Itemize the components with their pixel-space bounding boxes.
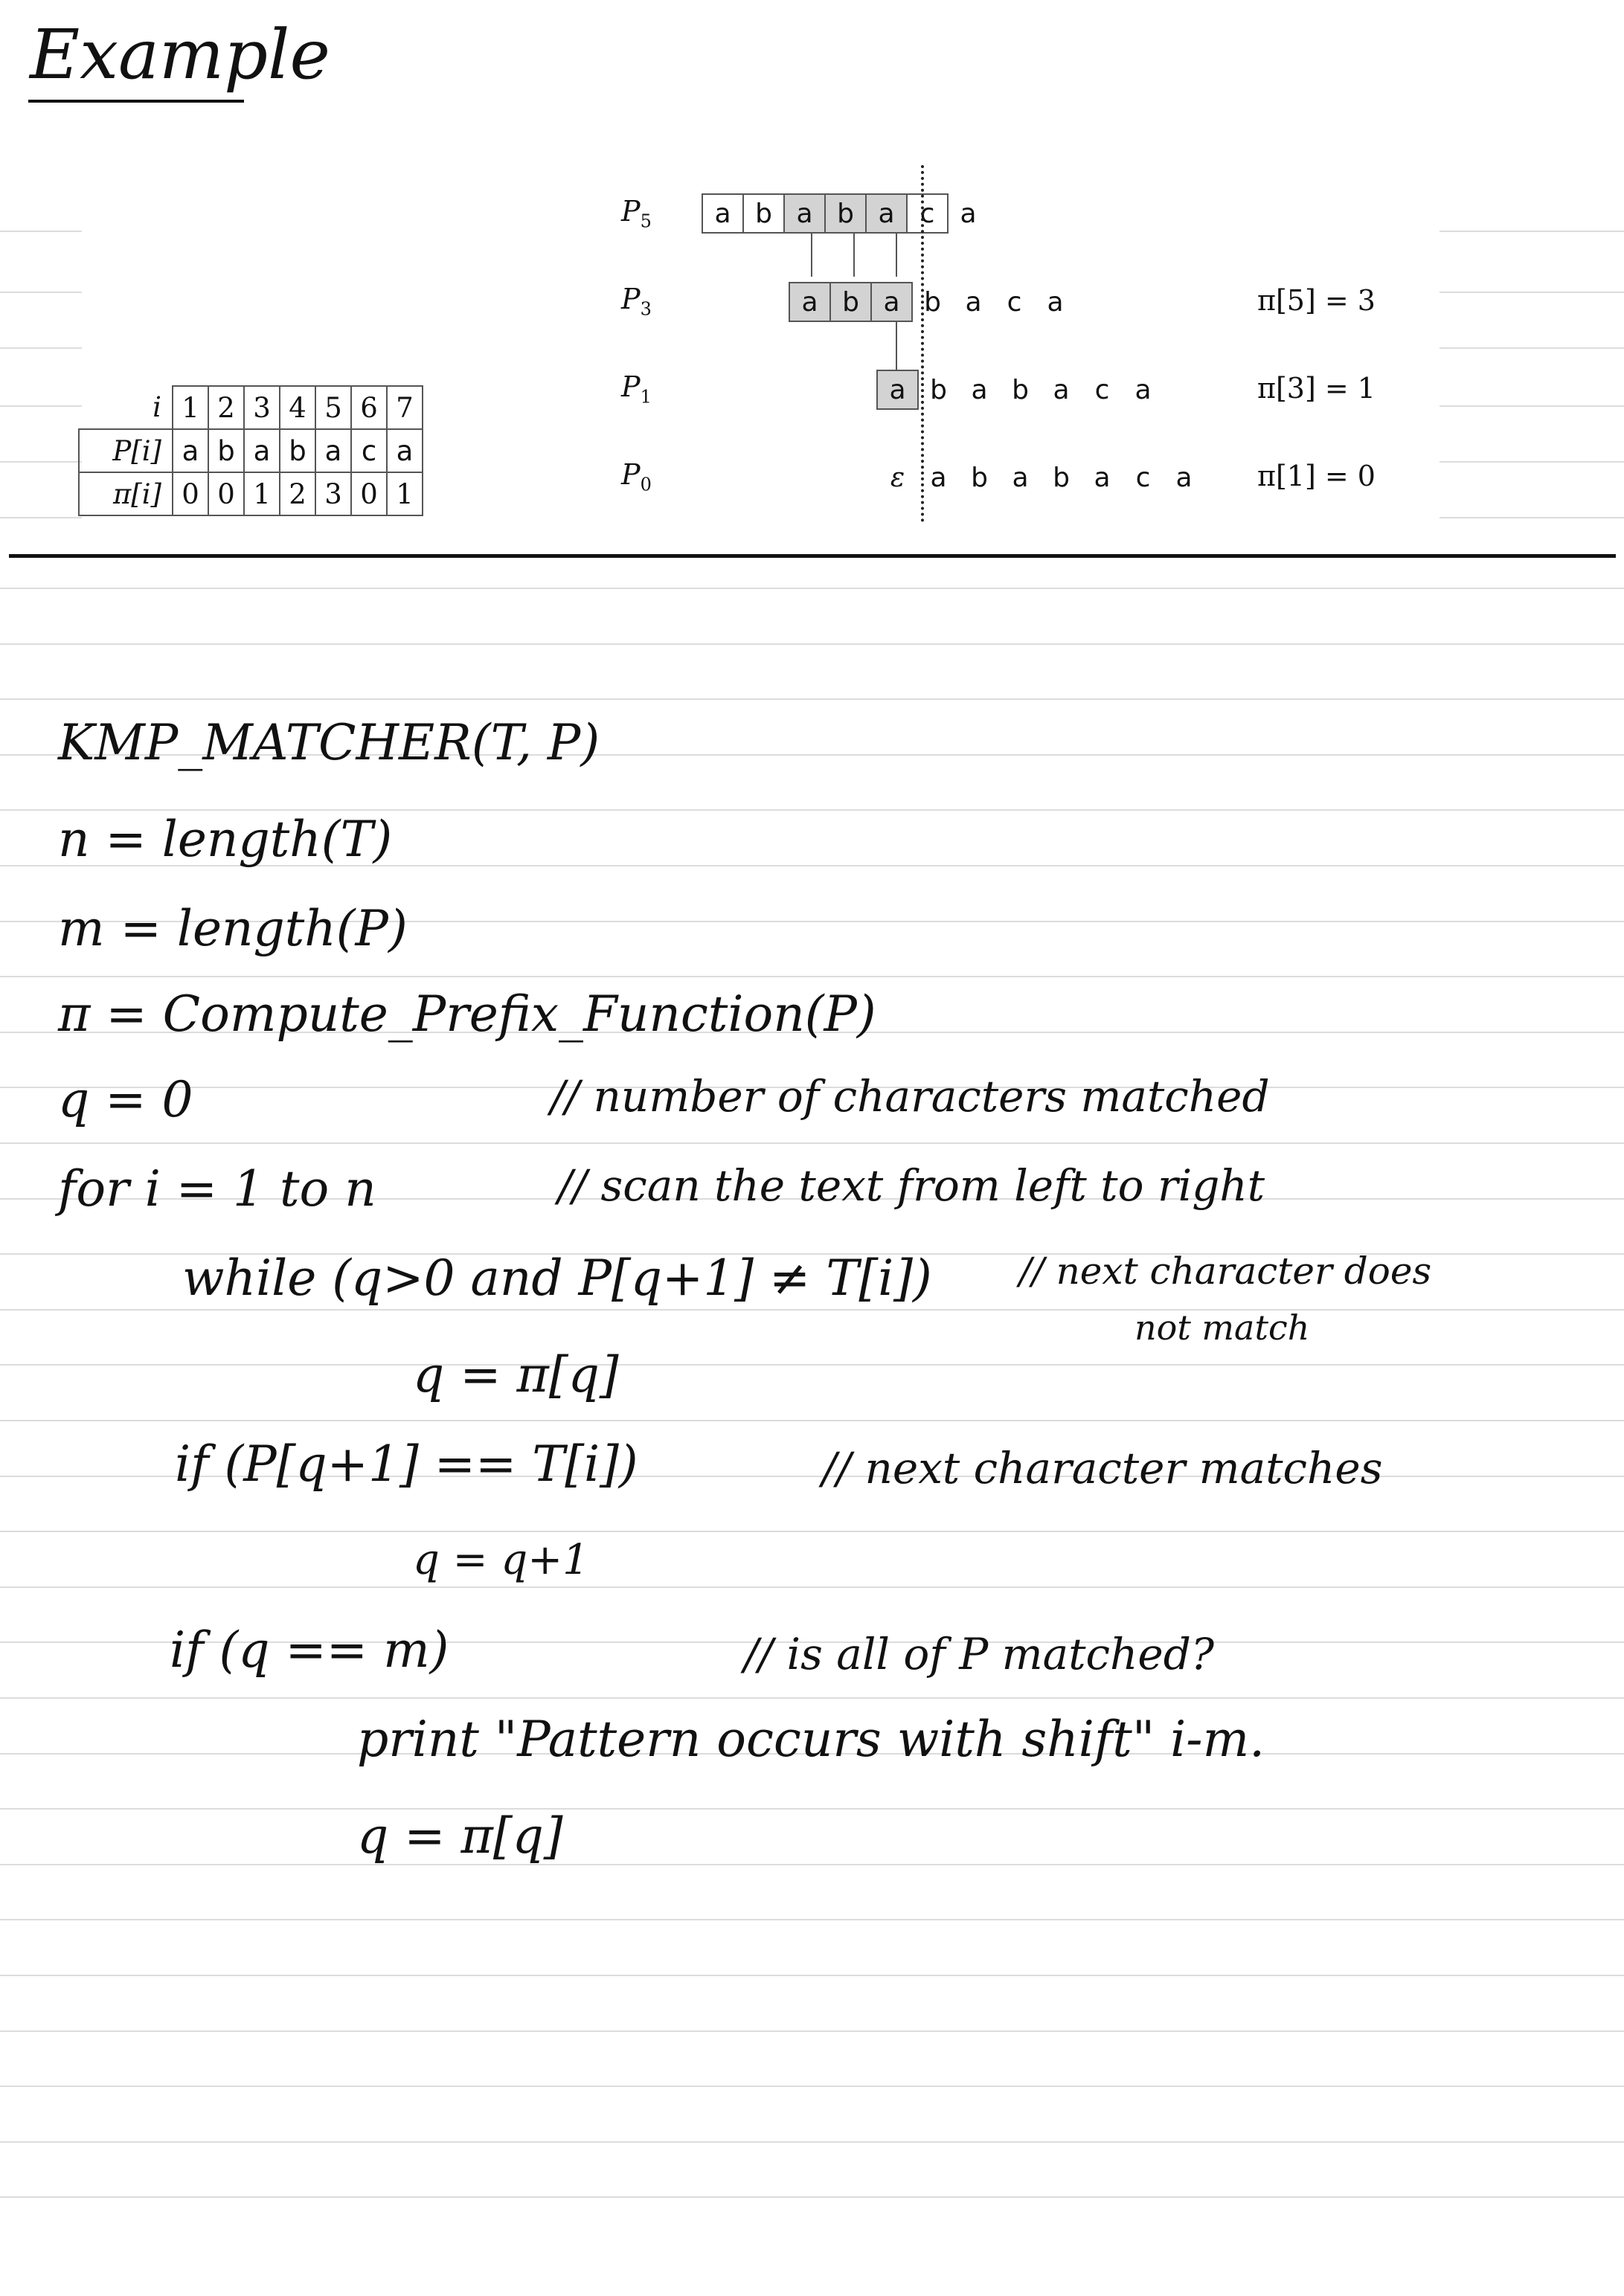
code-line: n = length(T) (58, 811, 393, 868)
section-divider (9, 554, 1616, 558)
ruled-line (0, 2030, 1624, 2032)
pattern-char: c (906, 193, 949, 234)
connector-line (811, 234, 812, 277)
pi-value: π[3] = 1 (1257, 372, 1376, 405)
table-cell: 1 (387, 472, 423, 515)
pattern-row-p3 (790, 282, 1076, 322)
row-label-pi: π[i] (79, 472, 173, 515)
ruled-line (0, 1586, 1624, 1588)
code-line: while (q>0 and P[q+1] ≠ T[i]) (182, 1250, 932, 1307)
code-comment: // next character matches (822, 1443, 1383, 1493)
prefix-function-table (78, 385, 423, 516)
pattern-char: a (1012, 462, 1029, 493)
code-line: q = π[q] (357, 1807, 563, 1865)
ruled-line (0, 231, 82, 232)
ruled-line (0, 1808, 1624, 1810)
table-cell: 6 (351, 386, 387, 429)
code-comment: // scan the text from left to right (558, 1160, 1265, 1211)
pattern-char: a (876, 370, 919, 410)
ruled-line (0, 588, 1624, 589)
code-line: q = q+1 (413, 1536, 589, 1584)
table-cell: 2 (280, 472, 315, 515)
code-line: if (q == m) (170, 1621, 449, 1679)
table-cell: b (208, 429, 244, 472)
pi-value: π[5] = 3 (1257, 284, 1376, 317)
ruled-line (0, 292, 82, 293)
pattern-char: c (1135, 462, 1151, 493)
code-comment: // is all of P matched? (744, 1629, 1214, 1679)
ruled-line (0, 643, 1624, 645)
ruled-line (0, 1142, 1624, 1144)
ruled-line (1440, 517, 1624, 518)
connector-line (853, 234, 855, 277)
pattern-char: a (870, 282, 913, 322)
pi-value: π[1] = 0 (1257, 460, 1376, 492)
pattern-char: b (930, 374, 947, 405)
table-cell: 0 (173, 472, 208, 515)
pattern-char: a (789, 282, 831, 322)
table-cell: 1 (173, 386, 208, 429)
row-label-p3: $P_3$ (621, 283, 652, 320)
pattern-row-p0 (878, 457, 1205, 498)
code-line: q = π[q] (413, 1346, 619, 1403)
code-comment: // next character does (1019, 1250, 1432, 1293)
pattern-char: a (702, 193, 744, 234)
pattern-char: b (1053, 462, 1070, 493)
pattern-char: a (1053, 374, 1070, 405)
table-cell: 4 (280, 386, 315, 429)
ruled-line (0, 517, 82, 518)
table-cell: b (280, 429, 315, 472)
pattern-char: a (960, 198, 977, 229)
ruled-line (0, 1919, 1624, 1920)
ruled-line (0, 976, 1624, 977)
ruled-line (0, 1864, 1624, 1865)
code-comment: not match (1134, 1308, 1310, 1348)
row-label-p5: $P_5$ (621, 195, 652, 232)
code-line: print "Pattern occurs with shift" i-m. (357, 1711, 1265, 1768)
pattern-char: a (865, 193, 908, 234)
pattern-char: a (1175, 462, 1193, 493)
row-label-i: i (153, 391, 161, 423)
code-line: π = Compute_Prefix_Function(P) (58, 985, 876, 1043)
page-title: Example (30, 15, 330, 94)
table-cell: a (315, 429, 351, 472)
ruled-line (0, 698, 1624, 700)
title-underline (28, 100, 244, 103)
ruled-line (0, 1697, 1624, 1699)
ruled-line (1440, 405, 1624, 407)
ruled-line (0, 1309, 1624, 1311)
code-line: KMP_MATCHER(T, P) (58, 714, 600, 771)
row-label-p1: $P_1$ (621, 370, 652, 408)
pattern-char: a (1047, 286, 1064, 318)
pattern-char: a (965, 286, 982, 318)
ruled-line (0, 461, 82, 463)
table-cell: 0 (208, 472, 244, 515)
pattern-char: a (1094, 462, 1111, 493)
code-comment: // number of characters matched (551, 1071, 1270, 1122)
row-label-p: P[i] (79, 429, 173, 472)
pattern-char: b (829, 282, 872, 322)
table-cell: a (387, 429, 423, 472)
pattern-char: a (783, 193, 826, 234)
table-cell: 3 (315, 472, 351, 515)
pattern-char: ε (890, 462, 905, 493)
pattern-char: c (1094, 374, 1110, 405)
table-cell: 5 (315, 386, 351, 429)
table-cell: 3 (244, 386, 280, 429)
pattern-char: b (971, 462, 988, 493)
code-line: q = 0 (58, 1071, 193, 1128)
ruled-line (0, 2086, 1624, 2087)
code-line: for i = 1 to n (58, 1160, 376, 1218)
ruled-line (1440, 347, 1624, 349)
pattern-char: a (930, 462, 947, 493)
pattern-char: a (971, 374, 988, 405)
ruled-line (0, 1975, 1624, 1976)
ruled-line (0, 347, 82, 349)
row-label-p0: $P_0$ (621, 458, 652, 495)
table-cell: a (244, 429, 280, 472)
ruled-line (0, 1420, 1624, 1421)
ruled-line (1440, 231, 1624, 232)
pattern-row-p5 (703, 193, 989, 234)
pattern-char: a (1134, 374, 1152, 405)
ruled-line (0, 2196, 1624, 2198)
table-cell: 1 (244, 472, 280, 515)
code-line: if (P[q+1] == T[i]) (175, 1435, 638, 1493)
pattern-char: b (924, 286, 941, 318)
ruled-line (1440, 461, 1624, 463)
pattern-char: b (742, 193, 785, 234)
table-cell: a (173, 429, 208, 472)
pattern-char: b (824, 193, 867, 234)
pattern-char: b (1012, 374, 1029, 405)
table-cell: c (351, 429, 387, 472)
table-cell: 7 (387, 386, 423, 429)
code-line: m = length(P) (58, 900, 408, 957)
connector-line (896, 234, 897, 277)
ruled-line (0, 2141, 1624, 2143)
ruled-line (1440, 292, 1624, 293)
alignment-dotted-line (921, 165, 924, 522)
table-cell: 2 (208, 386, 244, 429)
ruled-line (0, 1364, 1624, 1366)
ruled-line (0, 405, 82, 407)
pattern-char: c (1007, 286, 1022, 318)
ruled-line (0, 1531, 1624, 1532)
connector-line (896, 321, 897, 370)
table-cell: 0 (351, 472, 387, 515)
